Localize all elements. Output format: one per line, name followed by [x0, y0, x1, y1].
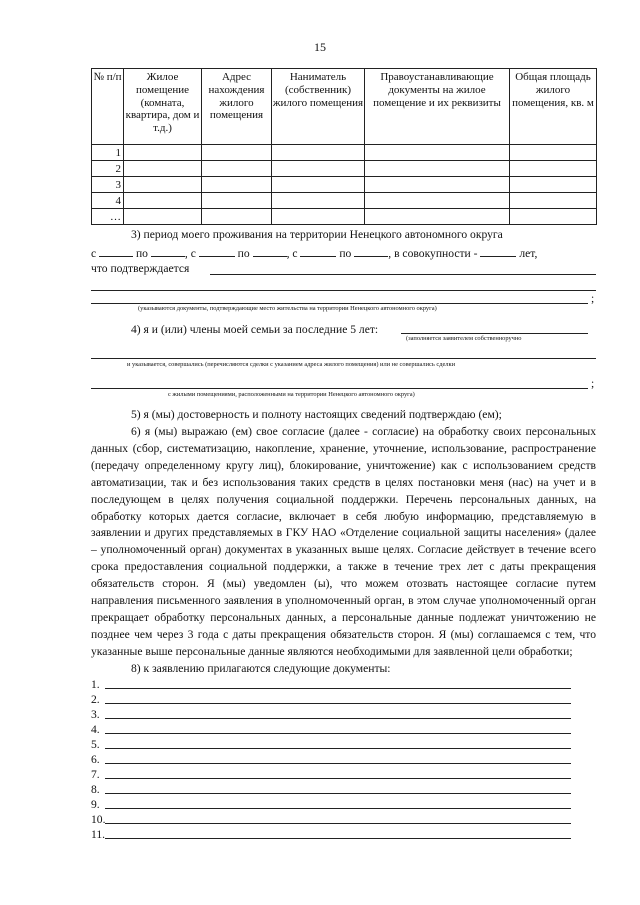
document-line[interactable]: 9. — [91, 797, 571, 809]
document-line[interactable]: 8. — [91, 782, 571, 794]
confirmation-field-2[interactable] — [91, 290, 596, 291]
document-line[interactable]: 6. — [91, 752, 571, 764]
document-line[interactable]: 1. — [91, 677, 571, 689]
document-line[interactable]: 3. — [91, 707, 571, 719]
document-line[interactable]: 4. — [91, 722, 571, 734]
item4-text: 4) я и (или) члены моей семьи за последние 5 лет: — [131, 323, 379, 336]
row-number: 1 — [92, 145, 124, 161]
period-from-1-field[interactable] — [99, 245, 133, 257]
item5-text: 5) я (мы) достоверность и полноту настоящих сведений подтверждаю (ем); — [131, 408, 502, 421]
item6-consent-text: 6) я (мы) выражаю (ем) свое согласие (далее - согласие) на обработку своих персональных данных (сбор, систематизацию, накопление, хранение, уточнение, использование, распространение (передачу определенному кругу лиц), блокирование, уничтожение) как с использованием средств автоматизации, так и без использования таких средств в целях постановки меня (нас) на учет и в последующем в целях получения социальной поддержки. Перечень персональных данных, на обработку которых дается согласие, включает в себя любую информацию, представляемую в заявлении и других представляемых в ГКУ НАО «Отделение социальной защиты населения» (далее – уполномоченный орган) документах в указанных выше целях. Согласие действует в течение всего срока предоставления социальной поддержки, а также в течение трех лет с даты прекращения обязательств сторон. Я (мы) уведомлен (ы), что можем отозвать настоящее согласие путем направления письменного заявления в уполномоченный орган, в этом случае уполномоченный орган прекращает обработку персональных данных, а персональные данные подлежат уничтожению не позднее чем через 3 года с даты прекращения обязательств сторон. Я (мы) соглашаемся с тем, что указанные выше персональные данные являются необходимыми для заявленной цели обработки; — [91, 425, 596, 658]
period-total-field[interactable] — [480, 245, 516, 257]
row-number: 3 — [92, 177, 124, 193]
document-line[interactable]: 2. — [91, 692, 571, 704]
item4-note-2: и указывается, совершались (перечисляются сделки с указанием адреса жилого помещения) или не совершались сделки — [127, 361, 455, 368]
period-to-2-field[interactable] — [253, 245, 287, 257]
table-row — [92, 193, 597, 209]
table-row — [92, 145, 597, 161]
table-row — [92, 177, 597, 193]
row-number: 2 — [92, 161, 124, 177]
period-to-3-field[interactable] — [354, 245, 388, 257]
housing-table — [91, 68, 597, 225]
confirmation-field[interactable] — [210, 274, 596, 275]
table-row — [92, 209, 597, 225]
transactions-field-3[interactable] — [91, 388, 588, 389]
table-header-row — [92, 69, 597, 145]
document-line[interactable]: 5. — [91, 737, 571, 749]
item3-note: (указываются документы, подтверждающие место жительства на территории Ненецкого автономного округа) — [138, 305, 437, 312]
row-number: … — [92, 209, 124, 225]
item4-note-1: (заполняется заявителем собственноручно — [406, 335, 522, 342]
item3-period-line: с по , с по , с по , в совокупности - лет, — [91, 247, 538, 260]
col-header-premises: Жилое помещение (комната, квартира, дом и т.д.) — [124, 69, 202, 145]
item3-confirmed-label: что подтверждается — [91, 262, 190, 275]
confirmation-field-3[interactable] — [91, 303, 588, 304]
transactions-field[interactable] — [401, 333, 588, 334]
item3-line1: 3) период моего проживания на территории Ненецкого автономного округа — [131, 228, 503, 241]
document-line[interactable]: 11. — [91, 827, 571, 839]
page-number: 15 — [314, 40, 326, 54]
col-header-number: № п/п — [92, 69, 124, 145]
period-from-2-field[interactable] — [199, 245, 235, 257]
col-header-area: Общая площадь жилого помещения, кв. м — [510, 69, 597, 145]
col-header-tenant: Наниматель (собственник) жилого помещения — [272, 69, 365, 145]
transactions-field-2[interactable] — [91, 358, 596, 359]
table-row — [92, 161, 597, 177]
document-line[interactable]: 10. — [91, 812, 571, 824]
row-number: 4 — [92, 193, 124, 209]
col-header-documents: Правоустанавливающие документы на жилое помещение и их реквизиты — [365, 69, 510, 145]
period-to-1-field[interactable] — [151, 245, 185, 257]
document-line[interactable]: 7. — [91, 767, 571, 779]
item8-title: 8) к заявлению прилагаются следующие документы: — [131, 662, 391, 675]
period-from-3-field[interactable] — [300, 245, 336, 257]
col-header-address: Адрес нахождения жилого помещения — [202, 69, 272, 145]
item4-note-3: с жилыми помещениями, расположенными на территории Ненецкого автономного округа) — [168, 391, 415, 398]
